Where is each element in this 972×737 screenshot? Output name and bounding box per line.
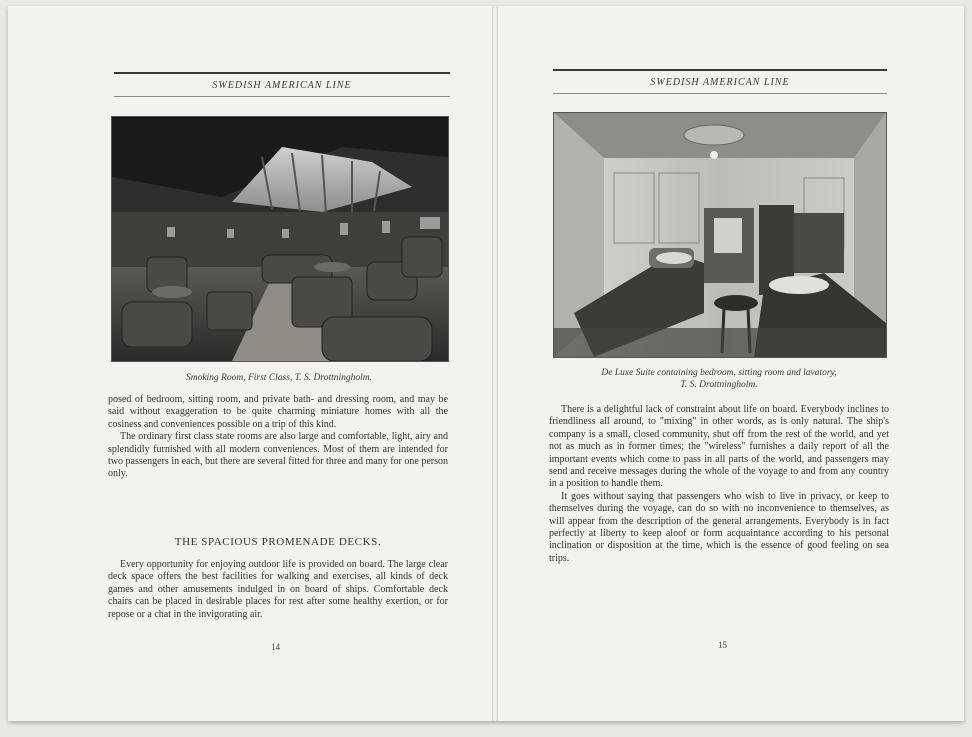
paragraph: posed of bedroom, sitting room, and private bath- and dressing room, and may be said without exaggeration to be quite charming miniature homes with all the cosiness and conveniences possible on a trip of this kind. bbox=[108, 394, 448, 430]
paragraph: There is a delightful lack of constraint about life on board. Everybody inclines to friendliness all around, to "mixing" in other words, as is only natural. The ship's company is a small, closed community, shut off from the rest of the world, and yet not as much as in former times; the "wireless" furnishes a daily report of all the important events which come to pass in all parts of the world, and passengers may send and receive messages during the whole of the voyage to and from any country in a position to handle them. bbox=[549, 404, 889, 490]
paragraph: It goes without saying that passengers who wish to live in privacy, or keep to themselves during the voyage, can do so with no inconvenience to themselves, as will appear from the description of the general arrangements. Everybody is in fact perfectly at liberty to keep aloof or form acquaintance according to his personal inclination or disposition at the time, which is the essence of good feeling on sea trips. bbox=[549, 490, 889, 564]
page-number: 14 bbox=[271, 642, 280, 652]
header-rule bbox=[553, 69, 887, 71]
left-page bbox=[8, 6, 494, 721]
book-spread bbox=[8, 6, 964, 721]
photo-caption bbox=[553, 367, 885, 391]
deluxe-suite-photo bbox=[553, 112, 887, 358]
right-page bbox=[496, 6, 964, 721]
photo-caption: Smoking Room, First Class, T. S. Drottningholm. bbox=[185, 373, 373, 383]
section-title: THE SPACIOUS PROMENADE DECKS. bbox=[174, 536, 382, 548]
body-text bbox=[549, 404, 889, 565]
header-rule bbox=[114, 72, 450, 74]
header-rule bbox=[114, 96, 450, 97]
caption-line: T. S. Drottningholm. bbox=[680, 380, 758, 390]
header-rule bbox=[553, 93, 887, 94]
running-header: SWEDISH AMERICAN LINE bbox=[650, 77, 790, 88]
body-text bbox=[108, 394, 448, 481]
smoking-room-photo bbox=[111, 116, 449, 362]
running-header: SWEDISH AMERICAN LINE bbox=[212, 80, 352, 91]
caption-line: De Luxe Suite containing bedroom, sitting room and lavatory, bbox=[601, 368, 837, 378]
paragraph: The ordinary first class state rooms are also large and comfortable, light, airy and splendidly furnished with all modern conveniences. Most of them are intended for two passengers in each, but there are several fitted for three and many for one person only. bbox=[108, 431, 448, 480]
paragraph: Every opportunity for enjoying outdoor life is provided on board. The large clear deck space offers the best facilities for walking and exercises, all kinds of deck games and other amusements indulged in on board of ships. Comfortable deck chairs can be placed in desirable places for rest after some healthy exertion, or for repose or a chat in the invigorating air. bbox=[108, 559, 448, 620]
body-text bbox=[108, 559, 448, 621]
page-number: 15 bbox=[718, 640, 727, 650]
